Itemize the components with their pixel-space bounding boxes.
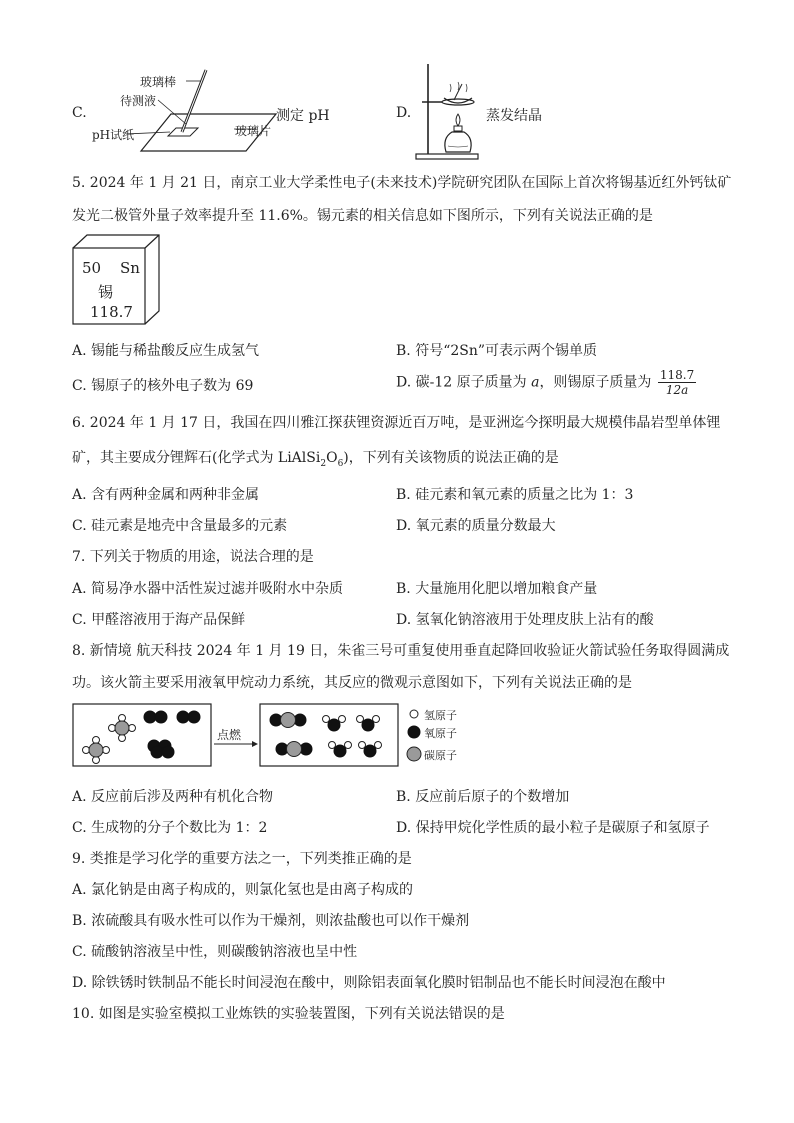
q9-option-c: C. 硫酸钠溶液呈中性，则碳酸钠溶液也呈中性 [72, 944, 358, 960]
q8-option-b: B. 反应前后原子的个数增加 [396, 789, 570, 805]
hydrogen-atom [119, 715, 126, 722]
legend-oxygen: 氧原子 [424, 727, 457, 740]
q10-stem: 10. 如图是实验室模拟工业炼铁的实验装置图，下列有关说法错误的是 [72, 1006, 505, 1022]
legend-symbols [406, 706, 426, 764]
q7-option-b: B. 大量施用化肥以增加粮食产量 [396, 581, 598, 597]
q5-option-a: A. 锡能与稀盐酸反应生成氢气 [72, 343, 260, 359]
q7-stem: 7. 下列关于物质的用途，说法合理的是 [72, 549, 314, 565]
q5-stem-line1: 5. 2024 年 1 月 21 日，南京工业大学柔性电子(未来技术)学院研究团队在国际上首次将锡基近红外钙钛矿 [72, 175, 732, 191]
ph-paper-label: pH试纸 [92, 128, 135, 142]
oxygen-atom [334, 745, 346, 757]
q5-d-fraction [658, 368, 696, 397]
q9-stem: 9. 类推是学习化学的重要方法之一，下列类推正确的是 [72, 851, 412, 867]
evaporation-apparatus-diagram [412, 62, 482, 162]
q8-option-c: C. 生成物的分子个数比为 1：2 [72, 820, 268, 836]
hydrogen-atom-icon [410, 710, 418, 718]
hydrogen-atom [93, 757, 100, 764]
q5-d-variable: a [531, 374, 540, 391]
q6-option-d: D. 氧元素的质量分数最大 [396, 518, 556, 534]
glass-plate-label: 玻璃片 [235, 124, 272, 138]
fraction-numerator: 118.7 [659, 368, 695, 382]
fraction-denominator: 12a [665, 383, 689, 397]
q6-stem-prefix: 矿，其主要成分锂辉石(化学式为 LiAlSi [72, 450, 321, 466]
q5-option-c: C. 锡原子的核外电子数为 69 [72, 378, 254, 394]
oxygen-atom [151, 746, 163, 758]
q8-stem-line2: 功。该火箭主要采用液氧甲烷动力系统，其反应的微观示意图如下，下列有关说法正确的是 [72, 675, 632, 691]
hydrogen-atom [103, 747, 110, 754]
carbon-atom-icon [407, 747, 421, 761]
ph-test-apparatus-diagram [86, 66, 286, 161]
oxygen-atom [362, 719, 374, 731]
reactant-molecules [83, 711, 201, 764]
hydrogen-atom [323, 716, 330, 723]
q4-c-label: C. [72, 105, 87, 121]
q4-d-label: D. [396, 105, 412, 121]
q6-option-a: A. 含有两种金属和两种非金属 [72, 487, 260, 503]
q5-d-prefix: D. 碳-12 原子质量为 [396, 374, 527, 391]
element-symbol: Sn [120, 259, 140, 277]
hydrogen-atom [339, 716, 346, 723]
oxygen-atom [188, 711, 200, 723]
q6-stem-middle: O [326, 450, 338, 466]
q7-option-a: A. 简易净水器中活性炭过滤并吸附水中杂质 [72, 581, 344, 597]
q8-stem-line1: 8. 新情境 航天科技 2024 年 1 月 19 日，朱雀三号可重复使用垂直起降回收验证火箭试验任务取得圆满成 [72, 643, 730, 659]
q6-stem-line2 [72, 447, 559, 469]
hydrogen-atom [375, 742, 382, 749]
oxygen-atom [177, 711, 189, 723]
element-name: 锡 [98, 283, 114, 301]
q9-option-a: A. 氯化钠是由离子构成的，则氯化氢也是由离子构成的 [72, 882, 414, 898]
hydrogen-atom [373, 716, 380, 723]
q5-d-middle: ，则锡原子质量为 [539, 374, 652, 391]
ignition-label: 点燃 [217, 728, 242, 742]
oxygen-atom-icon [408, 726, 420, 738]
q4-c-text: 测定 pH [276, 108, 330, 124]
hydrogen-atom [129, 725, 136, 732]
hydrogen-atom [357, 716, 364, 723]
atomic-number: 50 [82, 259, 102, 277]
glass-rod-label: 玻璃棒 [140, 75, 177, 89]
oxygen-atom [144, 711, 156, 723]
carbon-atom [89, 743, 103, 757]
q6-stem-line1: 6. 2024 年 1 月 17 日，我国在四川雅江探获锂资源近百万吨，是亚洲迄今探明最大规模伟晶岩型单体锂 [72, 415, 721, 431]
oxygen-atom [328, 719, 340, 731]
hydrogen-atom [83, 747, 90, 754]
hydrogen-atom [93, 737, 100, 744]
oxygen-atom [162, 746, 174, 758]
q6-option-c: C. 硅元素是地壳中含量最多的元素 [72, 518, 288, 534]
legend-carbon: 碳原子 [424, 749, 457, 762]
q6-subscript-1: 2 [320, 458, 327, 469]
q5-option-b: B. 符号“2Sn”可表示两个锡单质 [396, 343, 598, 359]
q7-option-d: D. 氢氧化钠溶液用于处理皮肤上沾有的酸 [396, 612, 654, 628]
oxygen-atom [364, 745, 376, 757]
hydrogen-atom [329, 742, 336, 749]
q5-option-d [396, 368, 696, 397]
q9-option-b: B. 浓硫酸具有吸水性可以作为干燥剂，则浓盐酸也可以作干燥剂 [72, 913, 470, 929]
test-liquid-label: 待测液 [120, 94, 157, 108]
atomic-mass: 118.7 [90, 303, 133, 321]
hydrogen-atom [119, 735, 126, 742]
q9-option-d: D. 除铁锈时铁制品不能长时间浸泡在酸中，则除铝表面氧化膜时铝制品也不能长时间浸泡在酸中 [72, 975, 666, 991]
oxygen-atom [155, 711, 167, 723]
product-molecules [270, 713, 382, 758]
carbon-atom [287, 742, 302, 757]
hydrogen-atom [345, 742, 352, 749]
hydrogen-atom [359, 742, 366, 749]
q8-option-d: D. 保持甲烷化学性质的最小粒子是碳原子和氢原子 [396, 820, 710, 836]
carbon-atom [281, 713, 296, 728]
carbon-atom [115, 721, 129, 735]
q7-option-c: C. 甲醛溶液用于海产品保鲜 [72, 612, 246, 628]
q5-stem-line2: 发光二极管外量子效率提升至 11.6%。锡元素的相关信息如下图所示，下列有关说法正确的是 [72, 208, 653, 224]
q8-option-a: A. 反应前后涉及两种有机化合物 [72, 789, 274, 805]
q6-stem-suffix: )，下列有关该物质的说法正确的是 [343, 450, 559, 466]
q6-option-b: B. 硅元素和氧元素的质量之比为 1：3 [396, 487, 634, 503]
q4-d-text: 蒸发结晶 [486, 108, 542, 124]
q6-subscript-2: 6 [337, 458, 344, 469]
hydrogen-atom [109, 725, 116, 732]
legend-hydrogen: 氢原子 [424, 709, 457, 722]
